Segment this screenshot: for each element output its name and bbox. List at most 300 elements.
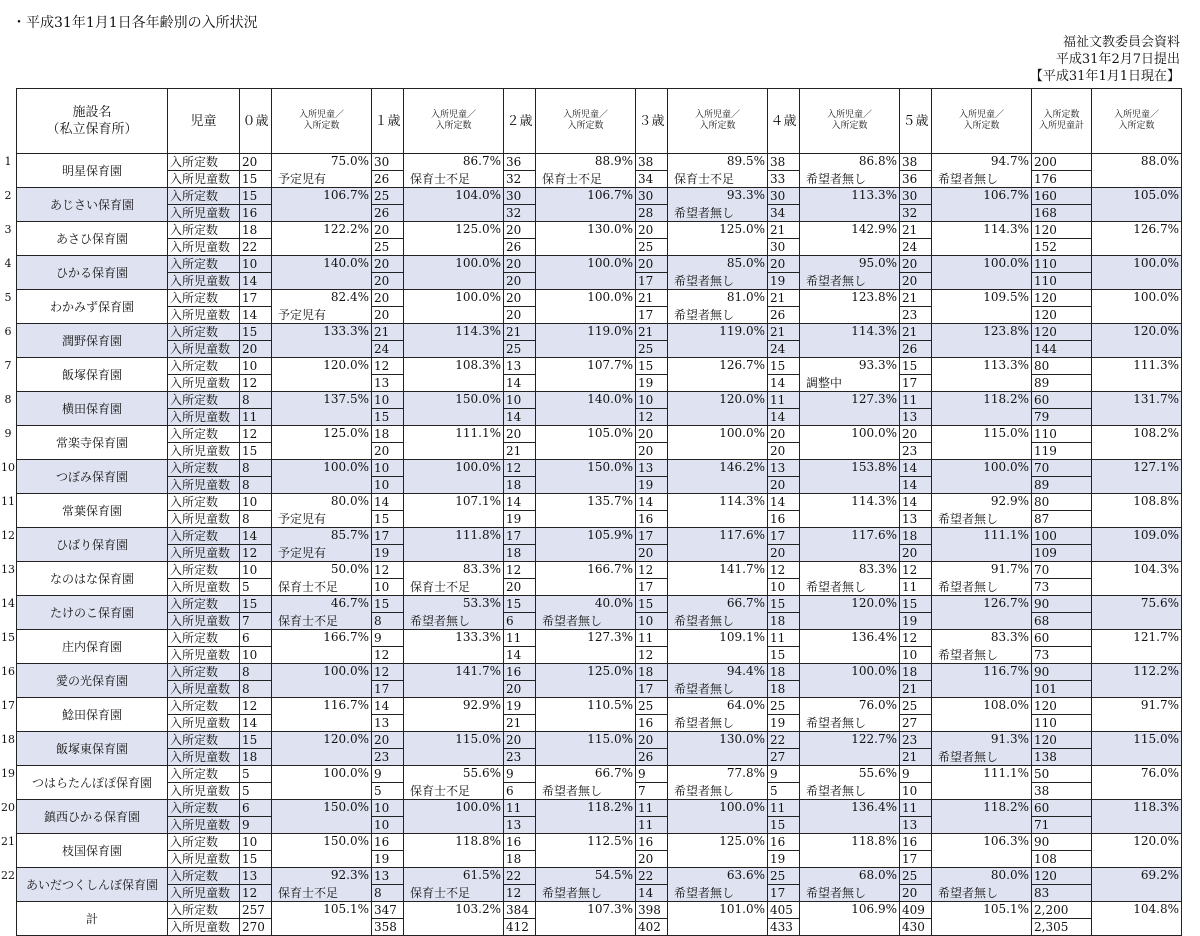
enrolled-age3: 11: [636, 817, 668, 834]
ratio-age1: [404, 222, 504, 256]
enrolled-label: 入所児童数: [168, 647, 240, 664]
ratio-age4: [800, 324, 900, 358]
ratio-value: 117.6%: [851, 528, 897, 542]
ratio-age2: [536, 290, 636, 324]
capacity-label: 入所定数: [168, 426, 240, 443]
enrolled-age3: 7: [636, 783, 668, 800]
ratio-value: 93.3%: [858, 358, 897, 372]
enrolled-age5: 20: [900, 273, 932, 290]
ratio-value: 86.8%: [858, 154, 897, 168]
enrolled-total: 144: [1032, 341, 1092, 358]
ratio-value: 55.6%: [858, 766, 897, 780]
row-index: [1, 800, 17, 834]
capacity-age4: 21: [768, 324, 800, 341]
capacity-age1: 20: [372, 222, 404, 239]
capacity-age1: 16: [372, 834, 404, 851]
meta-submitted: 平成31年2月7日提出: [1055, 52, 1180, 67]
ratio-age3: [668, 630, 768, 664]
capacity-age3: 10: [636, 392, 668, 409]
enrolled-age2: 32: [504, 205, 536, 222]
ratio-age2: [536, 256, 636, 290]
ratio-value: 93.3%: [726, 188, 765, 202]
ratio-age5: [932, 562, 1032, 596]
capacity-age0: 10: [240, 358, 272, 375]
table-row: [16, 562, 1182, 579]
enrolled-age5: 20: [900, 885, 932, 902]
ratio-value: 64.0%: [726, 698, 765, 712]
capacity-age2: 12: [504, 460, 536, 477]
ratio-age3: [668, 834, 768, 868]
ratio-value: 83.3%: [858, 562, 897, 576]
ratio-age2: [536, 528, 636, 562]
enrolled-age4: 17: [768, 885, 800, 902]
ratio-age1: [404, 256, 504, 290]
ratio-age2: [536, 834, 636, 868]
ratio-age3: [668, 460, 768, 494]
row-index-number: 3: [4, 222, 12, 236]
ratio-age2: [536, 324, 636, 358]
ratio-age0: [272, 562, 372, 596]
ratio-note: 希望者無し: [674, 716, 735, 730]
enrolled-age0: 12: [240, 375, 272, 392]
ratio-age0: [272, 868, 372, 902]
ratio-value: 116.7%: [323, 698, 369, 712]
capacity-label: 入所定数: [168, 868, 240, 885]
enrolled-age1: 8: [372, 885, 404, 902]
ratio-value: 120.0%: [323, 732, 369, 746]
ratio-age2: [536, 596, 636, 630]
capacity-age4: 18: [768, 664, 800, 681]
enrolled-age1: 8: [372, 613, 404, 630]
ratio-value: 100.0%: [587, 256, 633, 270]
capacity-age5: 9: [900, 766, 932, 783]
row-index-number: 21: [1, 834, 15, 848]
capacity-age3: 21: [636, 290, 668, 307]
enrolled-label: 入所児童数: [168, 885, 240, 902]
header-ratio-age2: 入所児童／ 入所定数: [536, 89, 636, 154]
ratio-age4: [800, 596, 900, 630]
enrolled-age0: 12: [240, 885, 272, 902]
total-enrolled-age2: 412: [504, 919, 536, 936]
table-row: [16, 426, 1182, 443]
ratio-age4: [800, 868, 900, 902]
ratio-note: 希望者無し: [674, 886, 735, 900]
row-index: [1, 630, 17, 664]
table-row: [16, 222, 1182, 239]
enrolled-age0: 11: [240, 409, 272, 426]
enrolled-age0: 8: [240, 681, 272, 698]
table-row: [16, 290, 1182, 307]
capacity-age4: 12: [768, 562, 800, 579]
total-ratio: 104.3%: [1092, 562, 1182, 596]
enrolled-age5: 23: [900, 443, 932, 460]
ratio-age4: [800, 460, 900, 494]
ratio-value: 100.0%: [983, 256, 1029, 270]
ratio-note: 希望者無し: [410, 614, 471, 628]
enrolled-label: 入所児童数: [168, 375, 240, 392]
enrolled-age3: 25: [636, 341, 668, 358]
capacity-age4: 15: [768, 596, 800, 613]
capacity-age1: 20: [372, 256, 404, 273]
ratio-value: 137.5%: [323, 392, 369, 406]
ratio-age5: [932, 698, 1032, 732]
row-index: [1, 766, 17, 800]
ratio-value: 120.0%: [323, 358, 369, 372]
enrolled-age3: 16: [636, 511, 668, 528]
capacity-age5: 12: [900, 630, 932, 647]
row-index-number: 8: [4, 392, 12, 406]
enrolled-total: 119: [1032, 443, 1092, 460]
enrolled-label: 入所児童数: [168, 919, 240, 936]
ratio-age1: [404, 834, 504, 868]
enrolled-age1: 26: [372, 205, 404, 222]
enrolled-total: 79: [1032, 409, 1092, 426]
ratio-age1: [404, 324, 504, 358]
capacity-age2: 16: [504, 664, 536, 681]
ratio-value: 100.0%: [323, 766, 369, 780]
row-index: [4, 154, 17, 188]
ratio-value: 106.7%: [587, 188, 633, 202]
facility-name: 常楽寺保育園: [17, 426, 168, 460]
enrolled-age1: 15: [372, 511, 404, 528]
ratio-note: 希望者無し: [674, 784, 735, 798]
enrolled-total: 71: [1032, 817, 1092, 834]
enrolled-age4: 15: [768, 647, 800, 664]
facility-name: 飯塚保育園: [17, 358, 168, 392]
enrolled-age0: 14: [240, 273, 272, 290]
ratio-value: 104.0%: [455, 188, 501, 202]
ratio-age5: [932, 630, 1032, 664]
enrolled-age1: 20: [372, 273, 404, 290]
total-ratio: 120.0%: [1092, 324, 1182, 358]
enrolled-age5: 17: [900, 375, 932, 392]
enrolled-age4: 20: [768, 443, 800, 460]
enrolled-age3: 25: [636, 239, 668, 256]
enrolled-age2: 14: [504, 409, 536, 426]
ratio-note: 希望者無し: [674, 308, 735, 322]
ratio-age1: [404, 868, 504, 902]
capacity-age3: 25: [636, 698, 668, 715]
enrolled-age2: 26: [504, 239, 536, 256]
capacity-age3: 15: [636, 358, 668, 375]
ratio-age0: [272, 834, 372, 868]
ratio-age3: [668, 664, 768, 698]
ratio-value: 82.4%: [330, 290, 369, 304]
header-sum: 入所定数 入所児童計: [1032, 89, 1092, 154]
ratio-value: 76.0%: [858, 698, 897, 712]
enrolled-total: 89: [1032, 477, 1092, 494]
capacity-age2: 36: [504, 154, 536, 171]
capacity-age0: 10: [240, 256, 272, 273]
capacity-age3: 20: [636, 256, 668, 273]
capacity-age5: 18: [900, 664, 932, 681]
capacity-age1: 10: [372, 392, 404, 409]
header-facility: 施設名 （私立保育所）: [17, 89, 168, 154]
capacity-label: 入所定数: [168, 800, 240, 817]
ratio-value: 146.2%: [719, 460, 765, 474]
ratio-age1: [404, 800, 504, 834]
ratio-value: 125.0%: [587, 664, 633, 678]
document-meta: [1030, 34, 1180, 85]
capacity-age0: 18: [240, 222, 272, 239]
capacity-age4: 9: [768, 766, 800, 783]
enrolled-age4: 14: [768, 409, 800, 426]
ratio-age4: [800, 222, 900, 256]
ratio-age4: [800, 562, 900, 596]
total-ratio-age1: 103.2%: [404, 902, 504, 936]
row-index-number: 20: [1, 800, 15, 814]
row-index: [1, 562, 17, 596]
ratio-note: 希望者無し: [674, 682, 735, 696]
enrolled-age1: 15: [372, 409, 404, 426]
ratio-age0: [272, 426, 372, 460]
capacity-age5: 21: [900, 290, 932, 307]
enrolled-age3: 34: [636, 171, 668, 188]
row-index: [1, 698, 17, 732]
enrolled-age0: 18: [240, 749, 272, 766]
enrolled-age5: 19: [900, 613, 932, 630]
enrolled-age1: 19: [372, 545, 404, 562]
total-ratio: 105.0%: [1092, 188, 1182, 222]
enrolled-age3: 10: [636, 613, 668, 630]
facility-name: あいだつくしんぼ保育園: [17, 868, 168, 902]
capacity-age1: 12: [372, 664, 404, 681]
ratio-value: 113.3%: [983, 358, 1029, 372]
enrolled-age2: 23: [504, 749, 536, 766]
capacity-age3: 21: [636, 324, 668, 341]
ratio-note: 保育士不足: [278, 614, 339, 628]
total-ratio: 75.6%: [1092, 596, 1182, 630]
capacity-total: 120: [1032, 324, 1092, 341]
enrolled-age4: 34: [768, 205, 800, 222]
ratio-value: 100.0%: [455, 256, 501, 270]
ratio-note: 保育士不足: [674, 172, 735, 186]
enrolled-age5: 21: [900, 681, 932, 698]
capacity-age3: 11: [636, 630, 668, 647]
header-child: 児童: [168, 89, 240, 154]
capacity-age4: 21: [768, 222, 800, 239]
ratio-value: 85.7%: [330, 528, 369, 542]
capacity-age5: 11: [900, 392, 932, 409]
ratio-value: 114.3%: [719, 494, 765, 508]
ratio-age1: [404, 426, 504, 460]
enrolled-total: 109: [1032, 545, 1092, 562]
ratio-value: 115.0%: [983, 426, 1029, 440]
ratio-age0: [272, 392, 372, 426]
row-index: [4, 426, 17, 460]
ratio-value: 114.3%: [983, 222, 1029, 236]
ratio-age4: [800, 766, 900, 800]
ratio-age5: [932, 222, 1032, 256]
enrolled-label: 入所児童数: [168, 477, 240, 494]
enrolled-age0: 12: [240, 545, 272, 562]
enrolled-age1: 12: [372, 647, 404, 664]
total-capacity-age4: 405: [768, 902, 800, 919]
enrolled-total: 89: [1032, 375, 1092, 392]
capacity-age3: 16: [636, 834, 668, 851]
ratio-age4: [800, 392, 900, 426]
ratio-age0: [272, 698, 372, 732]
capacity-age2: 20: [504, 426, 536, 443]
enrolled-age3: 20: [636, 851, 668, 868]
ratio-age3: [668, 324, 768, 358]
enrolled-total: 68: [1032, 613, 1092, 630]
total-enrolled-age5: 430: [900, 919, 932, 936]
row-index: [1, 460, 17, 494]
ratio-note: 希望者無し: [938, 512, 999, 526]
ratio-age2: [536, 222, 636, 256]
ratio-age4: [800, 698, 900, 732]
ratio-value: 111.1%: [983, 766, 1029, 780]
ratio-value: 136.4%: [851, 800, 897, 814]
ratio-value: 100.0%: [719, 800, 765, 814]
enrolled-age1: 20: [372, 307, 404, 324]
ratio-age4: [800, 154, 900, 188]
capacity-age4: 14: [768, 494, 800, 511]
ratio-age5: [932, 528, 1032, 562]
ratio-note: 調整中: [806, 376, 843, 390]
ratio-value: 75.0%: [330, 154, 369, 168]
ratio-note: 希望者無し: [938, 750, 999, 764]
row-index-number: 15: [1, 630, 15, 644]
capacity-age3: 15: [636, 596, 668, 613]
row-index-number: 10: [1, 460, 15, 474]
total-ratio: 127.1%: [1092, 460, 1182, 494]
ratio-age3: [668, 290, 768, 324]
row-index-number: 19: [1, 766, 15, 780]
capacity-label: 入所定数: [168, 902, 240, 919]
enrolled-age0: 8: [240, 477, 272, 494]
enrolled-age2: 6: [504, 613, 536, 630]
ratio-note: 希望者無し: [938, 172, 999, 186]
capacity-total: 60: [1032, 392, 1092, 409]
row-index-number: 11: [1, 494, 15, 508]
facility-name: 明星保育園: [17, 154, 168, 188]
enrolled-age5: 14: [900, 477, 932, 494]
enrolled-age4: 5: [768, 783, 800, 800]
enrolled-total: 73: [1032, 579, 1092, 596]
enrolled-age3: 17: [636, 273, 668, 290]
capacity-age3: 14: [636, 494, 668, 511]
enrolled-age4: 14: [768, 375, 800, 392]
ratio-value: 166.7%: [587, 562, 633, 576]
header-age0: ０歳: [240, 89, 272, 154]
ratio-value: 109.1%: [719, 630, 765, 644]
capacity-age2: 9: [504, 766, 536, 783]
enrolled-age0: 15: [240, 171, 272, 188]
ratio-value: 127.3%: [587, 630, 633, 644]
table-row: [16, 188, 1182, 205]
ratio-age5: [932, 460, 1032, 494]
table-row: [16, 358, 1182, 375]
enrolled-age4: 33: [768, 171, 800, 188]
enrolled-age2: 18: [504, 477, 536, 494]
ratio-age1: [404, 290, 504, 324]
ratio-age0: [272, 358, 372, 392]
total-ratio: 111.3%: [1092, 358, 1182, 392]
table-row: [16, 392, 1182, 409]
ratio-age3: [668, 732, 768, 766]
capacity-age1: 9: [372, 630, 404, 647]
enrolled-age2: 18: [504, 851, 536, 868]
enrolled-label: 入所児童数: [168, 715, 240, 732]
ratio-value: 115.0%: [587, 732, 633, 746]
enrolled-age1: 26: [372, 171, 404, 188]
facility-name: 横田保育園: [17, 392, 168, 426]
ratio-value: 130.0%: [719, 732, 765, 746]
table-row: [16, 698, 1182, 715]
ratio-age4: [800, 256, 900, 290]
enrolled-age2: 6: [504, 783, 536, 800]
enrolled-age2: 20: [504, 273, 536, 290]
capacity-age2: 21: [504, 324, 536, 341]
capacity-age5: 15: [900, 358, 932, 375]
ratio-note: 希望者無し: [938, 886, 999, 900]
ratio-age3: [668, 256, 768, 290]
ratio-age1: [404, 698, 504, 732]
ratio-value: 100.0%: [851, 426, 897, 440]
capacity-label: 入所定数: [168, 630, 240, 647]
ratio-value: 100.0%: [587, 290, 633, 304]
ratio-value: 127.3%: [851, 392, 897, 406]
ratio-age3: [668, 426, 768, 460]
capacity-age4: 17: [768, 528, 800, 545]
capacity-age5: 38: [900, 154, 932, 171]
ratio-value: 83.3%: [462, 562, 501, 576]
enrolled-age2: 12: [504, 885, 536, 902]
capacity-age5: 21: [900, 324, 932, 341]
enrolled-age3: 20: [636, 443, 668, 460]
capacity-age5: 25: [900, 868, 932, 885]
ratio-age1: [404, 562, 504, 596]
enrolled-total: 110: [1032, 273, 1092, 290]
ratio-note: 保育士不足: [410, 580, 471, 594]
enrolled-total: 38: [1032, 783, 1092, 800]
ratio-value: 118.2%: [983, 800, 1029, 814]
ratio-age2: [536, 188, 636, 222]
ratio-age2: [536, 392, 636, 426]
capacity-age1: 12: [372, 562, 404, 579]
capacity-age4: 30: [768, 188, 800, 205]
enrolled-age0: 5: [240, 783, 272, 800]
enrolled-age4: 18: [768, 681, 800, 698]
capacity-age5: 18: [900, 528, 932, 545]
capacity-total: 50: [1032, 766, 1092, 783]
table-row: [16, 460, 1182, 477]
enrolled-age1: 13: [372, 375, 404, 392]
capacity-total: 60: [1032, 630, 1092, 647]
ratio-note: 希望者無し: [938, 580, 999, 594]
ratio-value: 80.0%: [330, 494, 369, 508]
table-row: [16, 528, 1182, 545]
enrolled-age5: 10: [900, 783, 932, 800]
ratio-value: 118.8%: [851, 834, 897, 848]
header-ratio-age1: 入所児童／ 入所定数: [404, 89, 504, 154]
ratio-age1: [404, 358, 504, 392]
ratio-note: 希望者無し: [806, 580, 867, 594]
row-index-number: 12: [1, 528, 15, 542]
enrolled-age1: 5: [372, 783, 404, 800]
enrolled-age5: 20: [900, 545, 932, 562]
total-ratio-age3: 101.0%: [668, 902, 768, 936]
ratio-age5: [932, 392, 1032, 426]
capacity-age1: 30: [372, 154, 404, 171]
capacity-age2: 17: [504, 528, 536, 545]
capacity-age2: 13: [504, 358, 536, 375]
enrolled-total: 73: [1032, 647, 1092, 664]
ratio-age0: [272, 188, 372, 222]
ratio-age0: [272, 494, 372, 528]
